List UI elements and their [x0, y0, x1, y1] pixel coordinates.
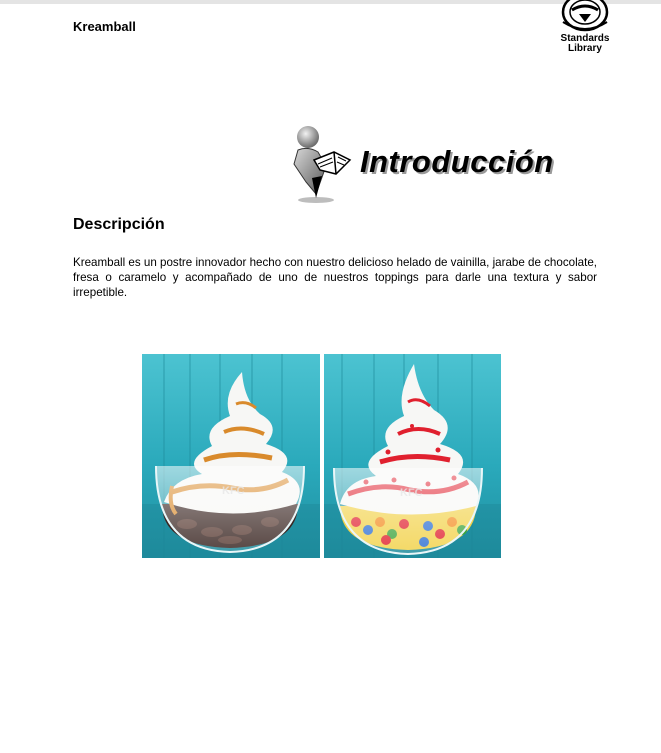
section-title: Introducción [360, 144, 554, 179]
kreamball-product-photo [142, 354, 501, 558]
champs-seal-icon [559, 0, 611, 34]
left-cup-label: KFC [222, 485, 245, 497]
description-body: Kreamball es un postre innovador hecho con nuestro delicioso helado de vainilla, jarabe de chocolate, fresa o caramelo y acompañado de uno de nuestros toppings para darle una textura y sabor irrepetible. [73, 256, 597, 299]
right-cup-label: KFC [400, 487, 423, 499]
header-title: Kreamball [73, 19, 136, 34]
logo-line-2: Library [568, 43, 602, 54]
person-reading-icon [286, 124, 358, 209]
logo-line-1: Standards [560, 33, 610, 44]
description-heading: Descripción [73, 216, 165, 233]
standards-library-logo [553, 0, 617, 60]
